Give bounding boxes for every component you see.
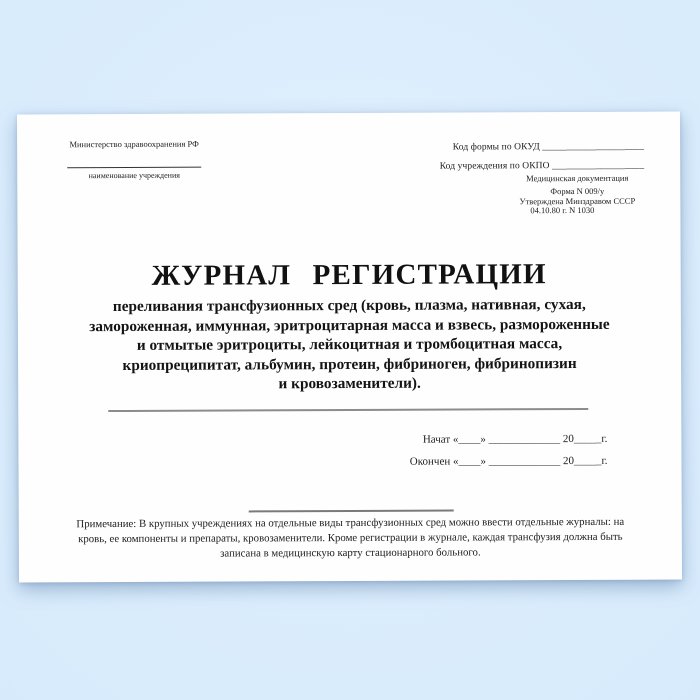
page-title: ЖУРНАЛ РЕГИСТРАЦИИ: [151, 258, 547, 292]
okud-code-line: Код формы по ОКУД _____________________: [452, 141, 645, 153]
start-date-line: Начат «____» _____________ 20_____г.: [422, 432, 608, 446]
journal-dates: [410, 429, 608, 473]
ministry-name: Министерство здравоохранения РФ: [69, 138, 199, 150]
subtitle-line: и кровозаменители).: [278, 374, 421, 393]
subtitle-line: и отмытые эритроциты, лейкоцитная и тромбоцитная масса,: [136, 335, 563, 354]
subtitle-line: замороженная, иммунная, эритроцитарная масса и взвесь, размороженные: [89, 315, 610, 335]
note-line: кровь, ее компоненты и препараты, кровозаменители. Кроме регистрации в журнале, каждая трансфузия должна быть: [78, 531, 623, 546]
note-line: Примечание: В крупных учреждениях на отдельные виды трансфузионных сред можно ввести отдельные журналы: на: [76, 515, 625, 531]
journal-subtitle: [18, 295, 681, 395]
okpo-code-line: Код учреждения по ОКПО ___________________: [439, 160, 645, 172]
end-date-line: Окончен «____» _____________ 20_____г.: [409, 454, 608, 468]
footnote: [45, 515, 656, 563]
doc-approval-info: [496, 174, 658, 216]
institution-caption: наименование учреждения: [88, 170, 180, 181]
document-page: [17, 112, 682, 583]
subtitle-line: криопреципитат, альбумин, протеин, фибриноген, фибринопизин: [122, 354, 577, 374]
form-number: Форма N 009/у: [550, 185, 605, 197]
note-separator-line: [249, 510, 454, 512]
subtitle-line: переливания трансфузионных сред (кровь, плазма, нативная, сухая,: [112, 295, 586, 316]
note-line: записана в медицинскую карту стационарного больного.: [220, 546, 481, 560]
institution-name-line: [67, 167, 201, 169]
form-codes: [440, 138, 645, 177]
approved-by: Утверждена Минздравом СССР: [519, 195, 636, 206]
ministry-header: [67, 139, 201, 182]
approval-date: 04.10.80 г. N 1030: [530, 204, 595, 216]
header-separator-line: [108, 408, 588, 412]
doc-type-label: Медицинская документация: [526, 172, 629, 184]
